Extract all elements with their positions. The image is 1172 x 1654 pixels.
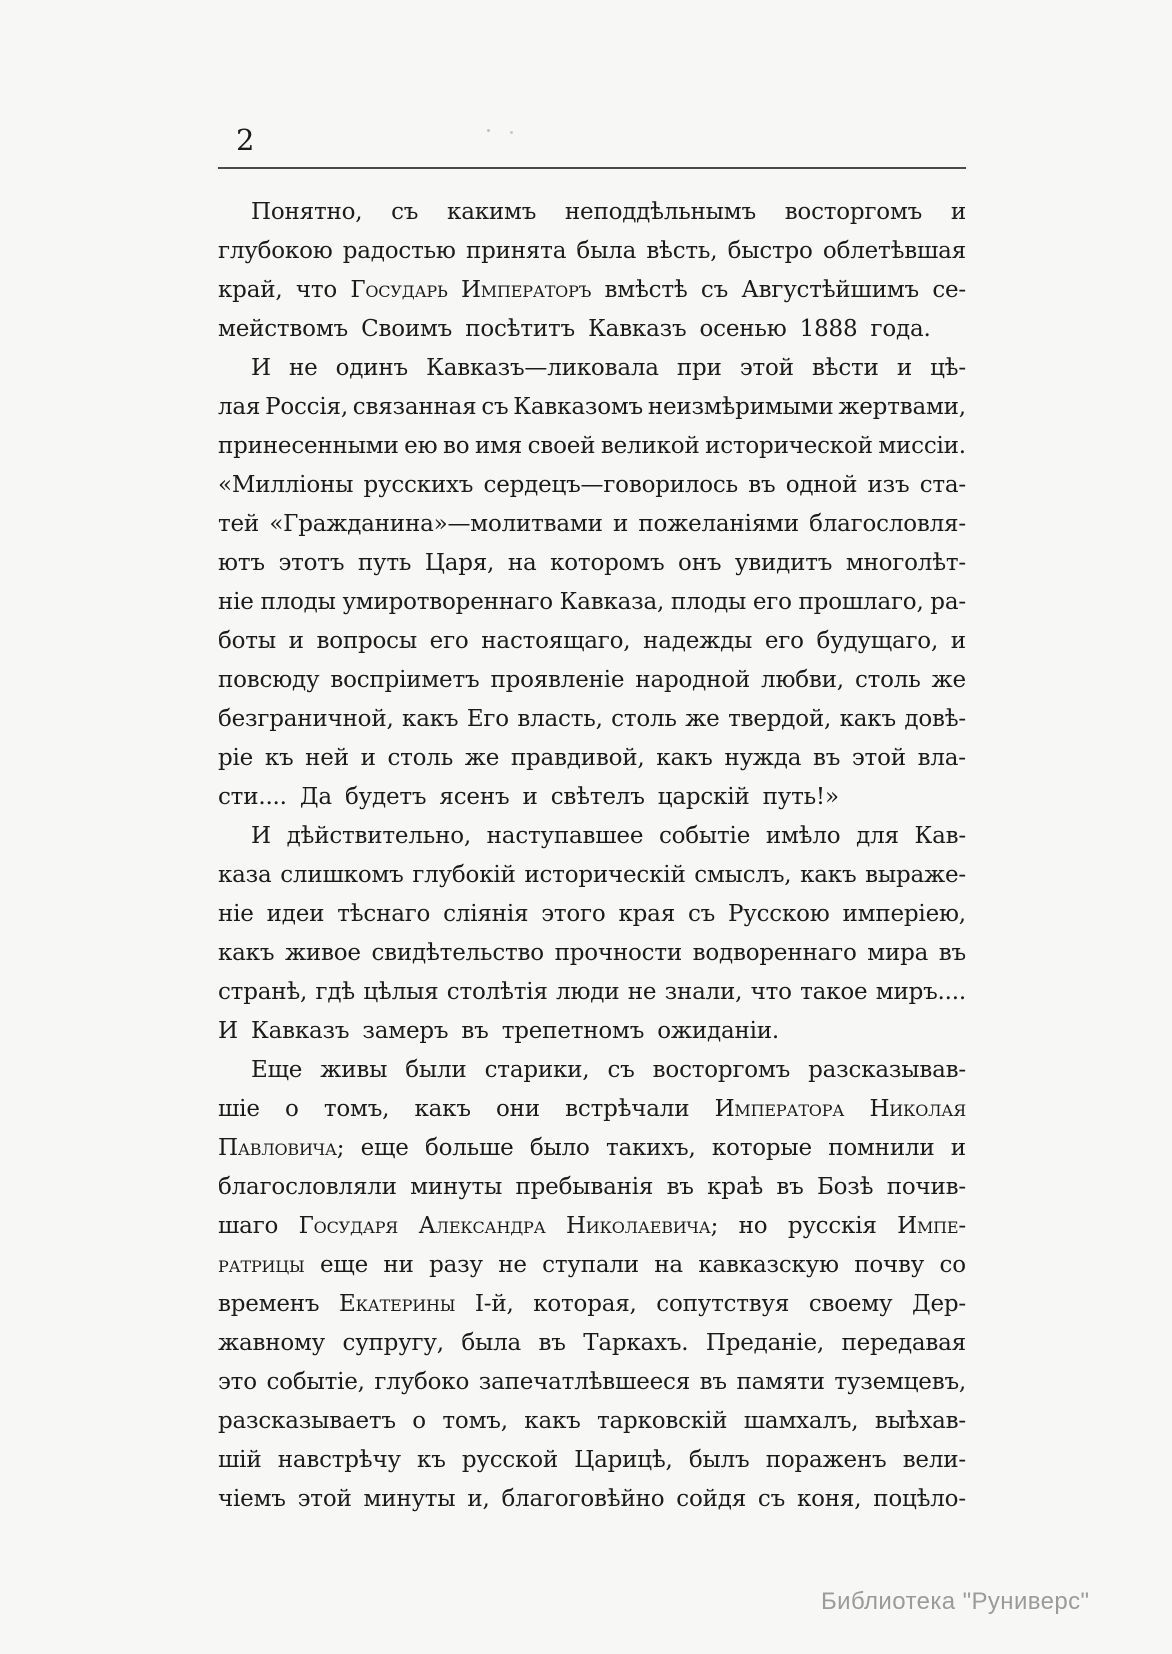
text-line: ютъ этотъ путь Царя, на которомъ онъ увидитъ многолѣт- [218, 550, 966, 576]
text-line: край, что Государь Императоръ вмѣстѣ съ Августѣйшимъ се- [218, 277, 966, 303]
text-line: благословляли минуты пребыванія въ краѣ въ Бозѣ почив- [218, 1174, 966, 1200]
text-line: ніе плоды умиротвореннаго Кавказа, плоды его прошлаго, ра- [218, 589, 966, 615]
text-line: И Кавказъ замеръ въ трепетномъ ожиданіи. [218, 1018, 779, 1044]
page-number: 2 [236, 123, 255, 157]
scan-artifact [487, 129, 490, 132]
text-line: жавному супругу, была въ Таркахъ. Преданіе, передавая [218, 1330, 966, 1356]
text-line: сти.... Да будетъ ясенъ и свѣтелъ царскій путь!» [218, 784, 839, 810]
text-line: временъ Екатерины I-й, которая, сопутствуя своему Дер- [218, 1291, 966, 1317]
text-line: боты и вопросы его настоящаго, надежды его будущаго, и [218, 628, 966, 654]
text-line: лая Россія, связанная съ Кавказомъ неизмѣримыми жертвами, [218, 394, 966, 420]
text-line: это событіе, глубоко запечатлѣвшееся въ памяти туземцевъ, [218, 1369, 966, 1395]
text-line: шіе о томъ, какъ они встрѣчали Императора Николая [218, 1096, 966, 1122]
text-line: тей «Гражданина»—молитвами и пожеланіями благословля- [218, 511, 966, 537]
text-line: ніе идеи тѣснаго сліянія этого края съ Русскою имперіею, [218, 901, 966, 927]
text-line: шаго Государя Александра Николаевича; но русскія Импе- [218, 1213, 966, 1239]
text-line: Павловича; еще больше было такихъ, которые помнили и [218, 1135, 966, 1161]
text-line: глубокою радостью принята была вѣсть, быстро облетѣвшая [218, 238, 966, 264]
text-line: Еще живы были старики, съ восторгомъ разсказывав- [251, 1057, 966, 1083]
text-line: безграничной, какъ Его власть, столь же твердой, какъ довѣ- [218, 706, 966, 732]
text-line: шій навстрѣчу къ русской Царицѣ, былъ пораженъ вели- [218, 1447, 966, 1473]
text-line: ратрицы еще ни разу не ступали на кавказскую почву со [218, 1252, 966, 1278]
text-block [218, 193, 966, 1519]
header-rule [218, 167, 966, 169]
text-line: принесенными ею во имя своей великой исторической миссіи. [218, 433, 966, 459]
text-line: И дѣйствительно, наступавшее событіе имѣло для Кав- [251, 823, 966, 849]
text-line: разсказываетъ о томъ, какъ тарковскій шамхалъ, выѣхав- [218, 1408, 966, 1434]
text-line: мействомъ Своимъ посѣтитъ Кавказъ осенью 1888 года. [218, 316, 931, 342]
text-line: странѣ, гдѣ цѣлыя столѣтія люди не знали, что такое миръ.... [218, 979, 966, 1005]
text-line: И не одинъ Кавказъ—ликовала при этой вѣсти и цѣ- [251, 355, 966, 381]
text-line: повсюду воспріиметъ проявленіе народной любви, столь же [218, 667, 966, 693]
text-line: Понятно, съ какимъ неподдѣльнымъ восторгомъ и [251, 199, 966, 225]
watermark: Библиотека "Руниверс" [821, 1588, 1090, 1615]
text-line: ріе къ ней и столь же правдивой, какъ нужда въ этой вла- [218, 745, 966, 771]
text-line: каза слишкомъ глубокій историческій смыслъ, какъ выраже- [218, 862, 966, 888]
text-line: какъ живое свидѣтельство прочности водвореннаго мира въ [218, 940, 966, 966]
text-line: «Милліоны русскихъ сердецъ—говорилось въ одной изъ ста- [218, 472, 966, 498]
text-line: чіемъ этой минуты и, благоговѣйно сойдя съ коня, поцѣло- [218, 1486, 966, 1512]
